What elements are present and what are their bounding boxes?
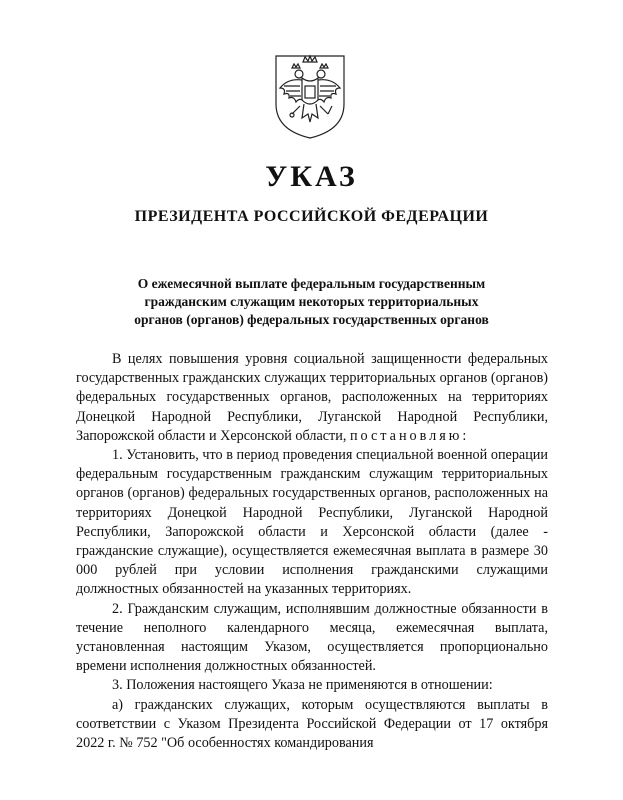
coat-of-arms-emblem: [272, 52, 348, 140]
decree-name-line: органов (органов) федеральных государственных органов: [134, 312, 489, 327]
document-subtitle: ПРЕЗИДЕНТА РОССИЙСКОЙ ФЕДЕРАЦИИ: [134, 208, 489, 225]
postanovlyayu-word: постановляю:: [349, 427, 470, 444]
document-title: УКАЗ: [265, 160, 358, 193]
decree-name-line: гражданским служащим некоторых территориальных: [144, 294, 479, 309]
paragraph-3: 3. Положения настоящего Указа не применяются в отношении:: [112, 677, 493, 694]
decree-name: [100, 275, 523, 329]
decree-name-line: О ежемесячной выплате федеральным государственным: [137, 276, 486, 291]
paragraph-1: 1. Установить, что в период проведения специальной военной операции федеральным государственным гражданским служащим территориальных органов (органов) федеральных государственных органов, расположенных на территориях Донецкой Народной Республики, Луганской Народной Республики, Запорожской области и Херсонской области (далее - гражданские служащие), осуществляется ежемесячная выплата в размере 30 000 рублей при условии исполнения гражданскими служащими должностных обязанностей на указанных территориях.: [76, 447, 548, 598]
preamble-paragraph: [76, 350, 548, 446]
paragraph-2: 2. Гражданским служащим, исполнявшим должностные обязанности в течение неполного календарного месяца, ежемесячная выплата, установленная настоящим Указом, осуществляется пропорционально времени исполнения должностных обязанностей.: [76, 600, 548, 675]
preamble-text: В целях повышения уровня социальной защищенности федеральных государственных гражданских служащих территориальных органов (органов) федеральных государственных органов, расположенных на территориях Донецкой Народной Республики, Луганской Народной Республики, Запорожской области и Херсонской области,: [76, 351, 548, 444]
decree-body: [76, 350, 548, 753]
paragraph-3a: а) гражданских служащих, которым осуществляются выплаты в соответствии с Указом Президента Российской Федерации от 17 октября 2022 г. № 752 "Об особенностях командирования: [76, 696, 548, 752]
